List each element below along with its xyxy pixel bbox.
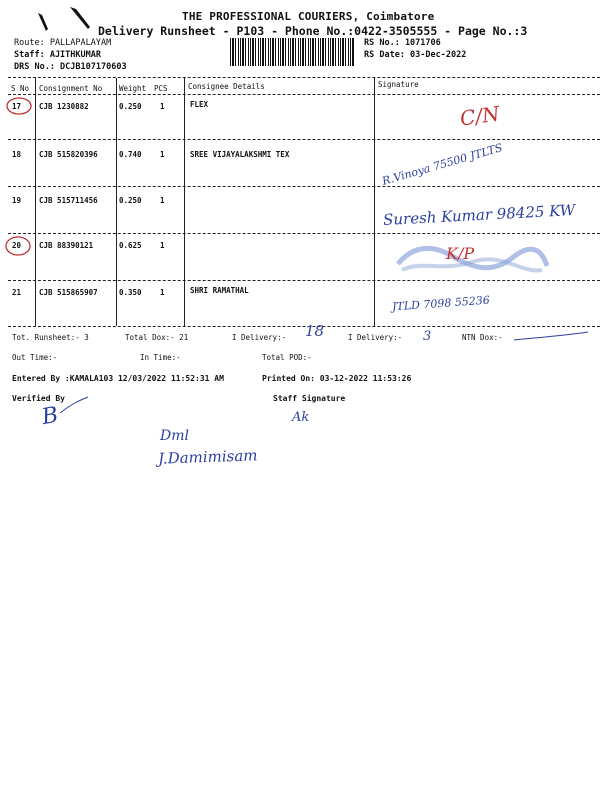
verified-signature: B	[39, 402, 61, 431]
in-time: In Time:-	[140, 353, 181, 362]
row-weight: 0.350	[119, 288, 142, 297]
handwritten-signature: C/N	[458, 101, 502, 131]
row-sno: 21	[12, 288, 22, 297]
row-consignment: CJB 1230882	[39, 102, 89, 111]
table-top-rule	[8, 77, 600, 78]
route-label: Route: PALLAPALAYAM	[14, 38, 112, 48]
entered-by: Entered By :KAMALA103 12/03/2022 11:52:31 AM	[12, 374, 224, 383]
col-divider	[374, 78, 375, 326]
pen-stroke	[512, 330, 592, 344]
handwritten-name: J.Damimisam	[157, 446, 258, 468]
staff-handwritten-signature: Ak	[292, 410, 310, 425]
red-circle-mark	[4, 95, 34, 117]
printed-on: Printed On: 03-12-2022 11:53:26	[262, 374, 412, 383]
out-time: Out Time:-	[12, 353, 58, 362]
pen-stroke	[58, 395, 90, 415]
handwritten-note: Dml	[160, 428, 189, 444]
staff-signature-label: Staff Signature	[273, 394, 346, 403]
handwritten-signature: K/P	[446, 244, 475, 263]
col-header-weight: Weight	[119, 84, 147, 93]
red-circle-mark	[3, 234, 33, 258]
row-weight: 0.250	[119, 196, 142, 205]
runsheet-subtitle: Delivery Runsheet - P103 - Phone No.:0422-3505555 - Page No.:3	[98, 24, 528, 38]
row-consignment: CJB 515711456	[39, 196, 98, 205]
total-pod: Total POD:-	[262, 353, 312, 362]
col-header-consignee: Consignee Details	[188, 82, 265, 91]
table-bottom-rule	[8, 326, 600, 327]
col-header-consignment: Consignment No	[39, 84, 103, 93]
row-rule	[8, 280, 600, 281]
rs-number: RS No.: 1071706	[364, 38, 441, 48]
row-pcs: 1	[160, 102, 165, 111]
company-title: THE PROFESSIONAL COURIERS, Coimbatore	[182, 10, 435, 23]
staple-marks	[30, 5, 100, 35]
table-header-rule	[8, 94, 600, 95]
handwritten-signature: Suresh Kumar 98425 KW	[382, 200, 576, 230]
total-dox: Total Dox:- 21	[125, 333, 189, 342]
col-header-pcs: PCS	[154, 84, 168, 93]
row-pcs: 1	[160, 196, 165, 205]
col-header-sno: S No	[11, 84, 30, 93]
row-sno: 20	[12, 241, 22, 250]
row-pcs: 1	[160, 150, 165, 159]
row-consignee: FLEX	[190, 100, 209, 109]
handwritten-non-delivery-count: 3	[423, 329, 432, 344]
rs-date: RS Date: 03-Dec-2022	[364, 50, 467, 60]
row-pcs: 1	[160, 288, 165, 297]
row-consignment: CJB 515820396	[39, 150, 98, 159]
total-runsheet: Tot. Runsheet:- 3	[12, 333, 89, 342]
col-divider	[184, 78, 185, 326]
barcode	[230, 38, 355, 66]
row-consignment: CJB 515865907	[39, 288, 98, 297]
row-consignee: SREE VIJAYALAKSHMI TEX	[190, 150, 290, 159]
row-consignee: SHRI RAMATHAL	[190, 286, 249, 295]
row-sno: 19	[12, 196, 22, 205]
non-delivery-label: I Delivery:-	[348, 333, 403, 342]
row-sno: 18	[12, 150, 22, 159]
col-header-signature: Signature	[378, 80, 419, 89]
verified-by-label: Verified By	[12, 394, 65, 403]
row-sno: 17	[12, 102, 22, 111]
handwritten-signature: JTLD 7098 55236	[391, 293, 491, 314]
handwritten-signature: R.Vinoya 75500 JTLTS	[380, 141, 504, 188]
handwritten-delivery-count: 18	[305, 322, 325, 340]
row-pcs: 1	[160, 241, 165, 250]
row-rule	[8, 233, 600, 234]
row-weight: 0.625	[119, 241, 142, 250]
row-weight: 0.250	[119, 102, 142, 111]
delivery-label: I Delivery:-	[232, 333, 287, 342]
row-rule	[8, 139, 600, 140]
row-consignment: CJB 88390121	[39, 241, 94, 250]
staff-label: Staff: AJITHKUMAR	[14, 50, 101, 60]
row-rule	[8, 186, 600, 187]
col-divider	[116, 78, 117, 326]
drs-number: DRS No.: DCJB107170603	[14, 62, 127, 72]
ntn-dox-label: NTN Dox:-	[462, 333, 503, 342]
row-weight: 0.740	[119, 150, 142, 159]
col-divider	[35, 78, 36, 326]
